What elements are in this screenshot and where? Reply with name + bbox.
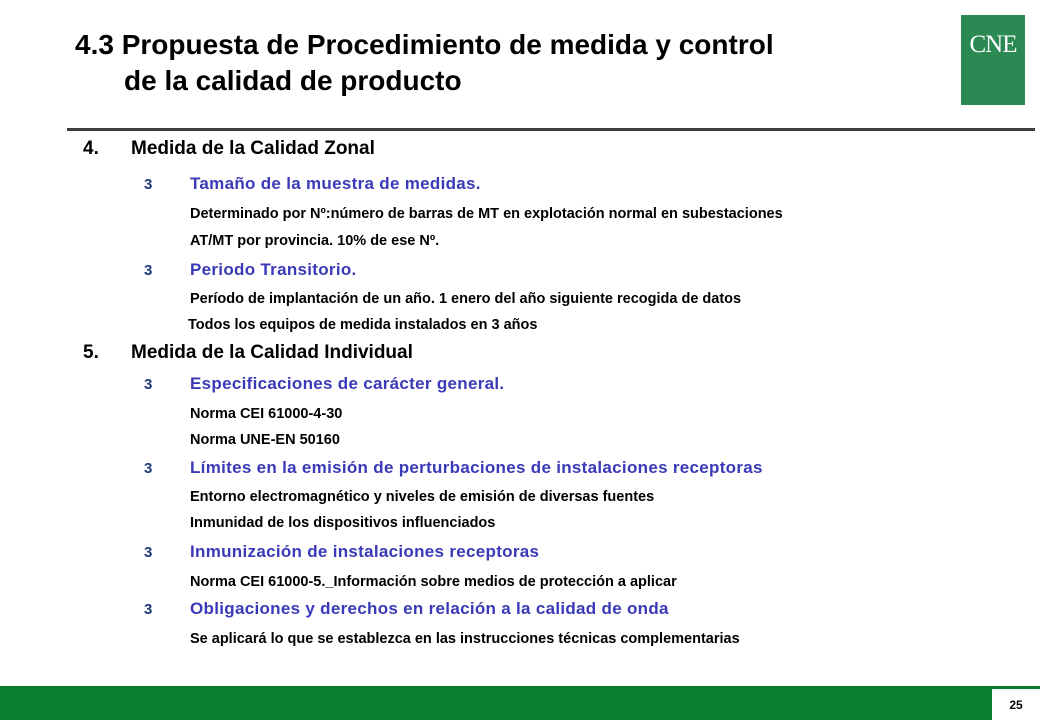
title-line-1: 4.3 Propuesta de Procedimiento de medida y control [75,29,774,60]
item-line: Entorno electromagnético y niveles de emisión de diversas fuentes [190,489,655,505]
section-number: 5. [83,342,99,363]
title-line-2: de la calidad de producto [124,65,462,96]
page-number [992,689,1040,720]
item-line: Determinado por Nº:número de barras de MT en explotación normal en subestaciones [190,206,783,222]
page-title [75,27,774,99]
item-heading: Tamaño de la muestra de medidas. [190,174,481,193]
item-line: Todos los equipos de medida instalados en 3 años [188,317,538,333]
item-heading: Inmunización de instalaciones receptoras [190,542,540,561]
item-line: Norma CEI 61000-5._Información sobre medios de protección a aplicar [190,574,677,590]
item-line: Inmunidad de los dispositivos influenciados [190,515,496,531]
section-5-heading [83,342,413,364]
title-divider [67,128,1035,131]
item-line: Norma CEI 61000-4-30 [190,406,343,422]
section-4-heading [83,138,375,160]
page-number-text: 25 [1009,697,1023,712]
bullet-icon: 3 [144,176,153,193]
footer-bar [0,686,1040,720]
item-line: Período de implantación de un año. 1 enero del año siguiente recogida de datos [190,291,742,307]
bullet-icon: 3 [144,376,153,393]
bullet-icon: 3 [144,262,153,279]
item-heading: Límites en la emisión de perturbaciones de instalaciones receptoras [190,458,763,477]
bullet-icon: 3 [144,601,153,618]
item-line: Norma UNE-EN 50160 [190,432,340,448]
logo-text: CNE [969,31,1017,58]
section-label: Medida de la Calidad Zonal [131,138,375,159]
item-line: AT/MT por provincia. 10% de ese Nº. [190,233,440,249]
item-heading: Especificaciones de carácter general. [190,374,505,393]
section-number: 4. [83,138,99,159]
section-label: Medida de la Calidad Individual [131,342,413,363]
bullet-icon: 3 [144,460,153,477]
bullet-icon: 3 [144,544,153,561]
item-line: Se aplicará lo que se establezca en las instrucciones técnicas complementarias [190,631,740,647]
item-heading: Periodo Transitorio. [190,260,357,279]
cne-logo [961,15,1025,105]
item-heading: Obligaciones y derechos en relación a la calidad de onda [190,599,669,618]
